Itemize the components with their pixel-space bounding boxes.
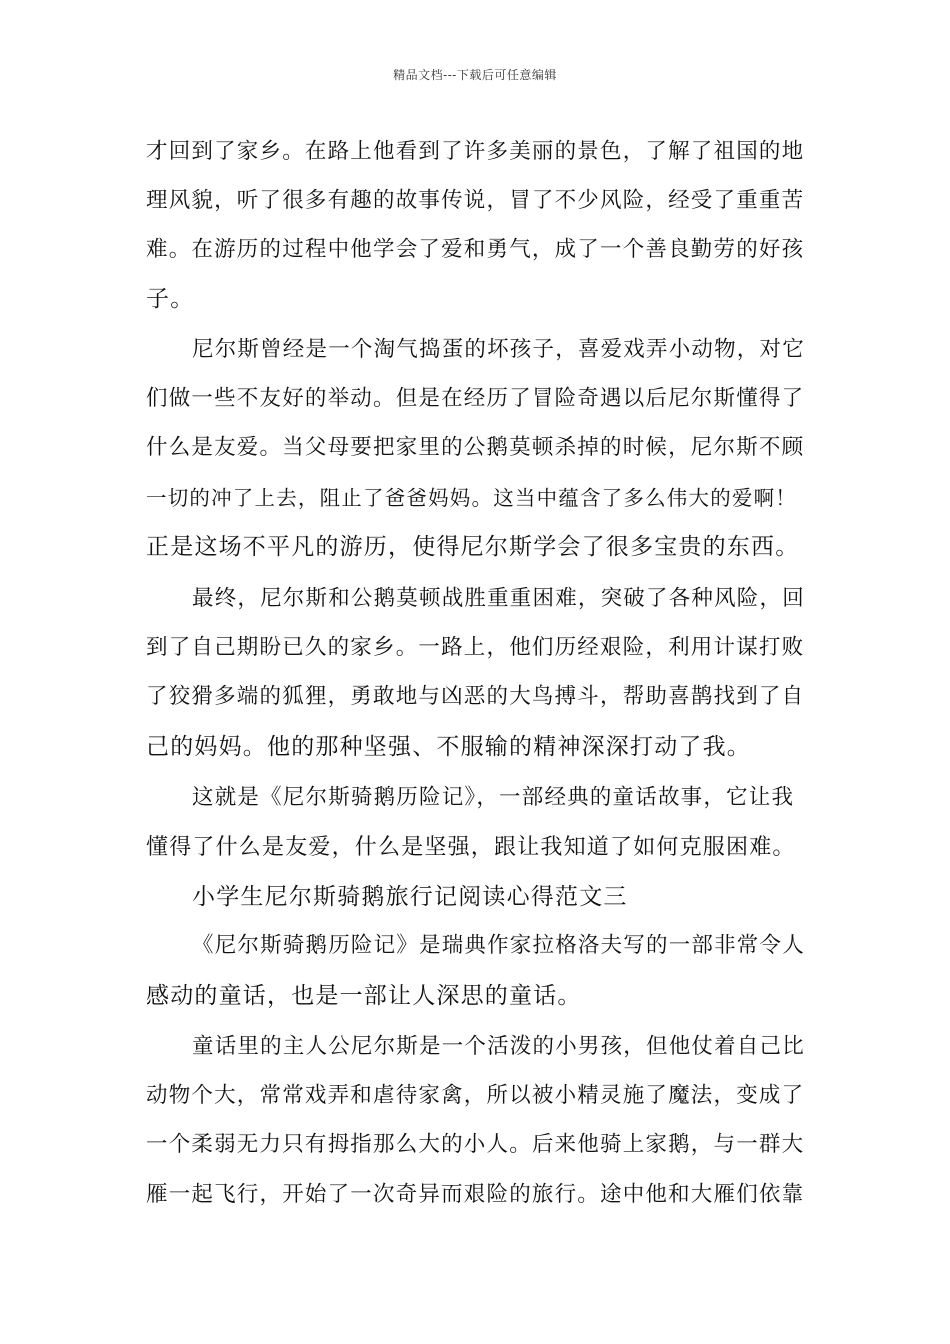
text-line: 什么是友爱。当父母要把家里的公鹅莫顿杀掉的时候，尼尔斯不顾 — [146, 435, 805, 460]
text-line: 了狡猾多端的狐狸，勇敢地与凶恶的大鸟搏斗，帮助喜鹊找到了自 — [146, 684, 805, 709]
text-line: 动物个大，常常戏弄和虐待家禽，所以被小精灵施了魔法，变成了 — [146, 1083, 805, 1108]
text-line: 到了自己期盼已久的家乡。一路上，他们历经艰险，利用计谋打败 — [146, 635, 805, 660]
text-line: 们做一些不友好的举动。但是在经历了冒险奇遇以后尼尔斯懂得了 — [146, 386, 805, 411]
text-line: 懂得了什么是友爱，什么是坚强，跟让我知道了如何克服困难。 — [146, 835, 796, 860]
page-header: 精品文档---下载后可任意编辑 — [393, 68, 557, 82]
text-line: 一切的冲了上去，阻止了爸爸妈妈。这当中蕴含了多么伟大的爱啊！ — [146, 486, 797, 510]
text-line: 《尼尔斯骑鹅历险记》是瑞典作家拉格洛夫写的一部非常令人 — [192, 933, 805, 958]
text-line: 感动的童话，也是一部让人深思的童话。 — [146, 983, 582, 1009]
text-line: 雁一起飞行，开始了一次奇异而艰险的旅行。途中他和大雁们依靠 — [146, 1182, 805, 1207]
text-line: 童话里的主人公尼尔斯是一个活泼的小男孩，但他仗着自己比 — [192, 1034, 805, 1059]
text-line: 最终，尼尔斯和公鹅莫顿战胜重重困难，突破了各种风险，回 — [192, 586, 805, 611]
section-heading: 小学生尼尔斯骑鹅旅行记阅读心得范文三 — [192, 884, 628, 910]
text-line: 己的妈妈。他的那种坚强、不服输的精神深深打动了我。 — [146, 734, 751, 760]
text-line: 正是这场不平凡的游历，使得尼尔斯学会了很多宝贵的东西。 — [146, 534, 800, 560]
text-line: 难。在游历的过程中他学会了爱和勇气，成了一个善良勤劳的好孩 — [146, 237, 805, 262]
text-line: 才回到了家乡。在路上他看到了许多美丽的景色，了解了祖国的地 — [146, 139, 805, 164]
text-line: 子。 — [146, 286, 195, 312]
text-line: 理风貌，听了很多有趣的故事传说，冒了不少风险，经受了重重苦 — [146, 188, 805, 213]
text-line: 一个柔弱无力只有拇指那么大的小人。后来他骑上家鹅，与一群大 — [146, 1132, 805, 1157]
text-line: 这就是《尼尔斯骑鹅历险记》，一部经典的童话故事，它让我 — [192, 785, 795, 810]
text-line: 尼尔斯曾经是一个淘气捣蛋的坏孩子，喜爱戏弄小动物，对它 — [192, 337, 805, 362]
